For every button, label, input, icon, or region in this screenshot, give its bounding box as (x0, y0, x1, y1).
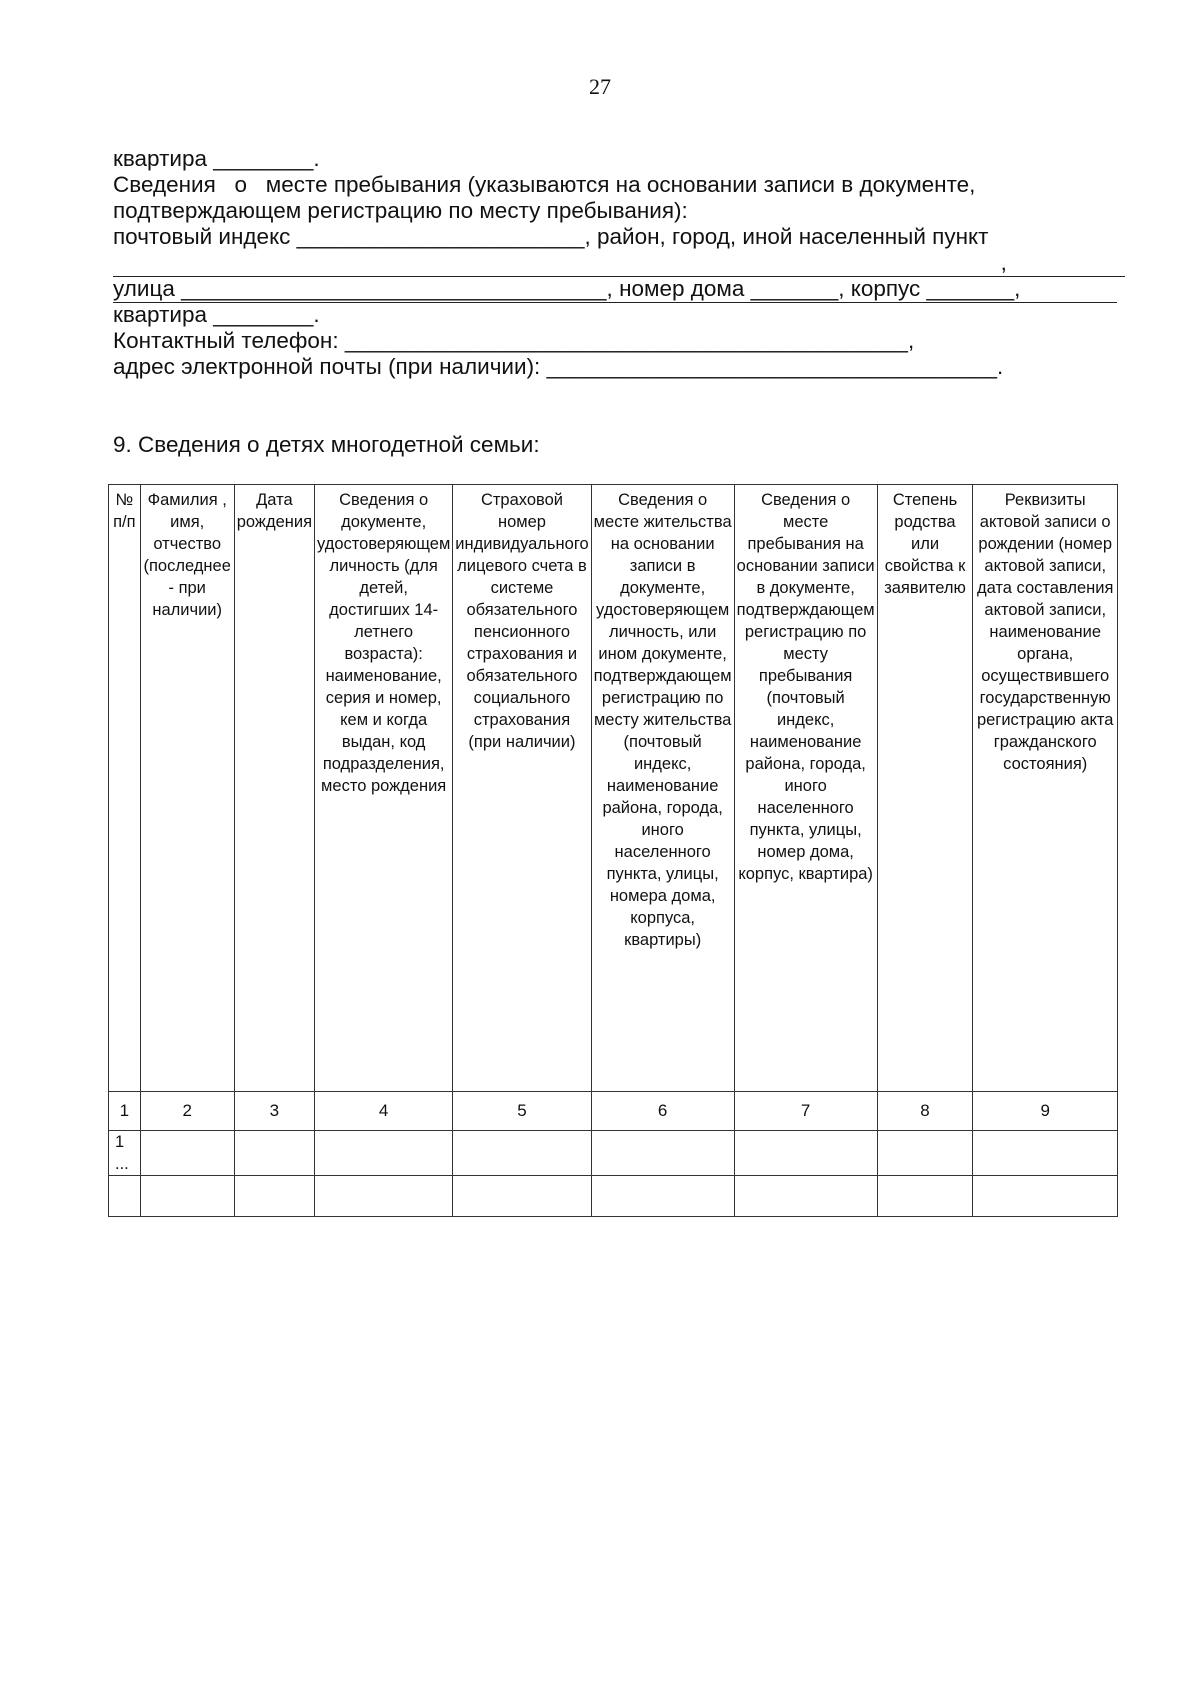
header-cell-place-of-stay: Сведения о месте пребывания на основании записи в документе, подтверждающем регистрацию по месту пребывания (почтовый индекс, наименование района, города, иного населенного пункта, улицы, номер дома, корпус, квартира) (734, 485, 877, 1092)
table-cell (234, 1131, 314, 1176)
table-cell (877, 1176, 973, 1217)
table-cell (453, 1131, 591, 1176)
table-cell (734, 1131, 877, 1176)
table-cell (140, 1131, 234, 1176)
table-cell (109, 1176, 141, 1217)
table-cell: 1 ... (109, 1131, 141, 1176)
column-number: 4 (315, 1092, 453, 1131)
header-cell-full-name: Фамилия , имя, отчество (последнее - при наличии) (140, 485, 234, 1092)
table-cell (877, 1131, 973, 1176)
table-cell (453, 1176, 591, 1217)
header-cell-identity-document: Сведения о документе, удостоверяющем личность (для детей, достигших 14-летнего возраста): наименование, серия и номер, кем и когда выдан, код подразделения, место рождения (315, 485, 453, 1092)
table-cell (973, 1131, 1118, 1176)
column-number: 9 (973, 1092, 1118, 1131)
fill-in-line (113, 276, 1125, 277)
page-number: 27 (589, 74, 611, 99)
form-line-stay-info: Сведения о месте пребывания (указываются на основании записи в документе, (113, 172, 976, 197)
fill-in-line (113, 302, 1117, 303)
table-cell (973, 1176, 1118, 1217)
column-number: 5 (453, 1092, 591, 1131)
table-cell (315, 1176, 453, 1217)
header-cell-number: № п/п (109, 485, 141, 1092)
table-row (109, 1176, 1118, 1217)
header-cell-birth-record: Реквизиты актовой записи о рождении (номер актовой записи, дата составления актовой записи, наименование органа, осуществившего государственную регистрацию акта гражданского состояния) (973, 485, 1118, 1092)
header-row (109, 485, 1118, 1092)
table-row (109, 1131, 1118, 1176)
column-number: 3 (234, 1092, 314, 1131)
column-number: 2 (140, 1092, 234, 1131)
form-line-apartment: квартира ________. (113, 146, 320, 171)
column-number-row (109, 1092, 1118, 1131)
table-cell (734, 1176, 877, 1217)
table-cell (591, 1131, 734, 1176)
table-cell (315, 1131, 453, 1176)
header-cell-birth-date: Дата рождения (234, 485, 314, 1092)
form-line-stay-info-cont: подтверждающем регистрацию по месту пребывания): (113, 198, 688, 223)
form-line-phone: Контактный телефон: _____________________________________________, (113, 328, 915, 353)
table-cell (234, 1176, 314, 1217)
table-cell (591, 1176, 734, 1217)
header-cell-insurance-number: Страховой номер индивидуального лицевого счета в системе обязательного пенсионного страхования и обязательного социального страхования (при наличии) (453, 485, 591, 1092)
section-heading: 9. Сведения о детях многодетной семьи: (113, 432, 540, 457)
column-number: 7 (734, 1092, 877, 1131)
children-table (108, 484, 1118, 1217)
form-line-street: улица __________________________________, номер дома _______, корпус _______, (113, 276, 1021, 301)
header-cell-residence: Сведения о месте жительства на основании записи в документе, удостоверяющем личность, или ином документе, подтверждающем регистрацию по месту жительства (почтовый индекс, наименование района, города, иного населенного пункта, улицы, номера дома, корпуса, квартиры) (591, 485, 734, 1092)
column-number: 8 (877, 1092, 973, 1131)
table-cell (140, 1176, 234, 1217)
form-line-postal-index: почтовый индекс _______________________, район, город, иной населенный пункт (113, 224, 989, 249)
column-number: 6 (591, 1092, 734, 1131)
form-line-email: адрес электронной почты (при наличии): ____________________________________. (113, 354, 1004, 379)
header-cell-kinship: Степень родства или свойства к заявителю (877, 485, 973, 1092)
column-number: 1 (109, 1092, 141, 1131)
form-line-apartment-2: квартира ________. (113, 302, 320, 327)
form-line-blank-comma: , (113, 250, 1007, 275)
place-of-stay-form (113, 146, 1133, 380)
